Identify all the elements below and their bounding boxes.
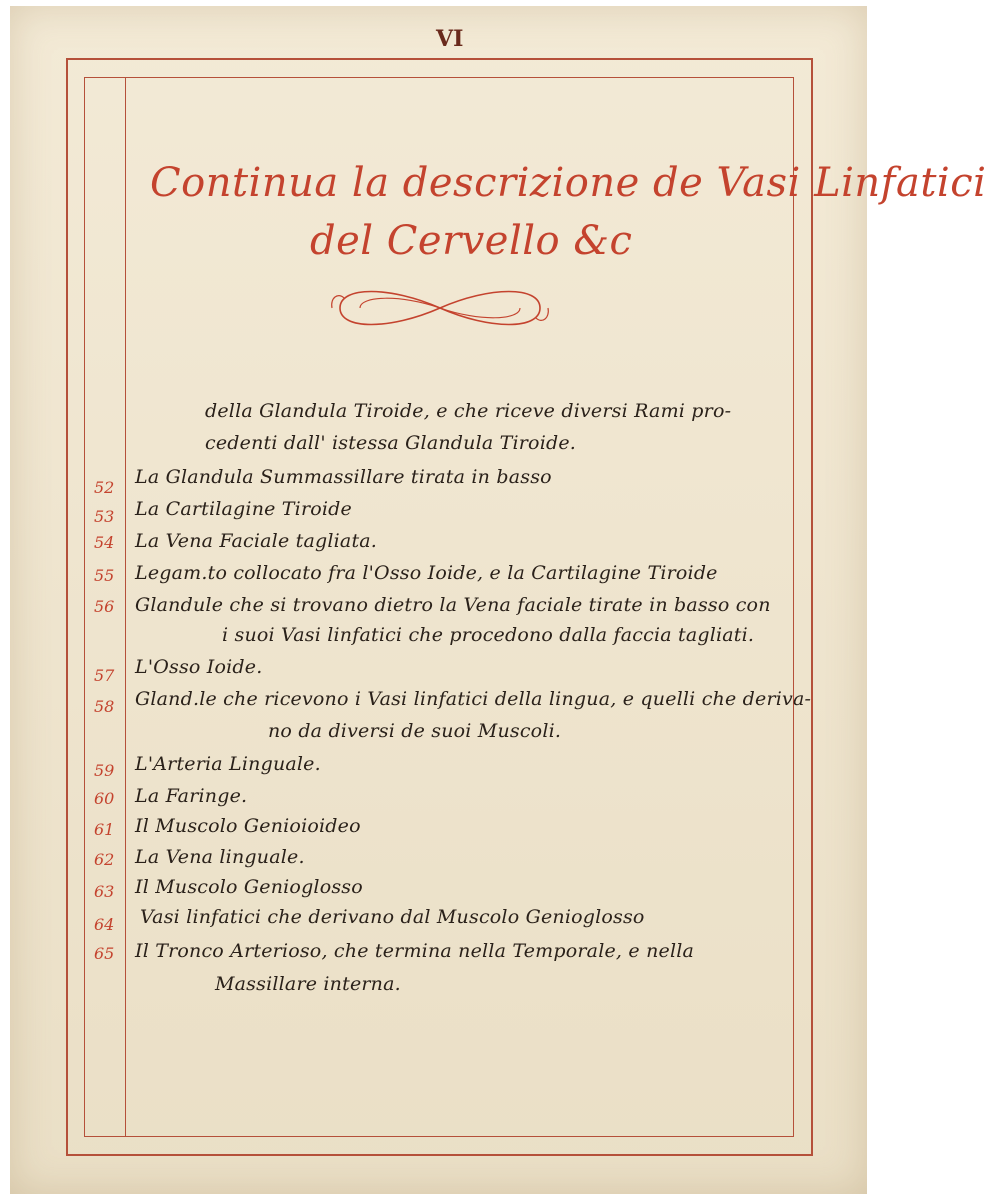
entry-number: 62: [94, 850, 115, 869]
entry-text-continuation: no da diversi de suoi Muscoli.: [268, 720, 562, 742]
title-line-1: Continua la descrizione de Vasi Linfatici: [150, 160, 986, 206]
margin-rule: [125, 77, 126, 1137]
entry-text: Gland.le che ricevono i Vasi linfatici della lingua, e quelli che deriva-: [135, 688, 812, 710]
continuation-line-2: cedenti dall' istessa Glandula Tiroide.: [205, 432, 577, 454]
entry-text: Il Muscolo Genioglosso: [135, 876, 363, 898]
entry-number: 55: [94, 566, 115, 585]
flourish-ornament: [330, 278, 550, 340]
entry-text: Vasi linfatici che derivano dal Muscolo Genioglosso: [140, 906, 645, 928]
entry-number: 59: [94, 761, 115, 780]
entry-text-continuation: i suoi Vasi linfatici che procedono dalla faccia tagliati.: [222, 624, 755, 646]
entry-text: La Faringe.: [135, 785, 248, 807]
entry-text: L'Arteria Linguale.: [135, 753, 321, 775]
entry-text-continuation: Massillare interna.: [215, 973, 401, 995]
title-line-2: del Cervello &c: [310, 218, 633, 264]
entry-number: 63: [94, 882, 115, 901]
entry-number: 53: [94, 507, 115, 526]
entry-number: 54: [94, 533, 115, 552]
entry-text: La Cartilagine Tiroide: [135, 498, 352, 520]
entry-text: Il Muscolo Genioioideo: [135, 815, 361, 837]
entry-text: La Vena Faciale tagliata.: [135, 530, 378, 552]
entry-number: 60: [94, 789, 115, 808]
entry-text: La Vena linguale.: [135, 846, 305, 868]
continuation-line-1: della Glandula Tiroide, e che riceve diversi Rami pro-: [205, 400, 732, 422]
entry-number: 61: [94, 820, 115, 839]
entry-text: Il Tronco Arterioso, che termina nella Temporale, e nella: [135, 940, 695, 962]
entry-number: 64: [94, 915, 115, 934]
entry-text: Legam.to collocato fra l'Osso Ioide, e la Cartilagine Tiroide: [135, 562, 718, 584]
entry-text: La Glandula Summassillare tirata in basso: [135, 466, 552, 488]
entry-number: 58: [94, 697, 115, 716]
entry-text: L'Osso Ioide.: [135, 656, 263, 678]
page-number: VI: [436, 26, 464, 52]
entry-number: 57: [94, 666, 115, 685]
entry-number: 56: [94, 597, 115, 616]
entry-number: 52: [94, 478, 115, 497]
entry-text: Glandule che si trovano dietro la Vena faciale tirate in basso con: [135, 594, 771, 616]
entry-number: 65: [94, 944, 115, 963]
